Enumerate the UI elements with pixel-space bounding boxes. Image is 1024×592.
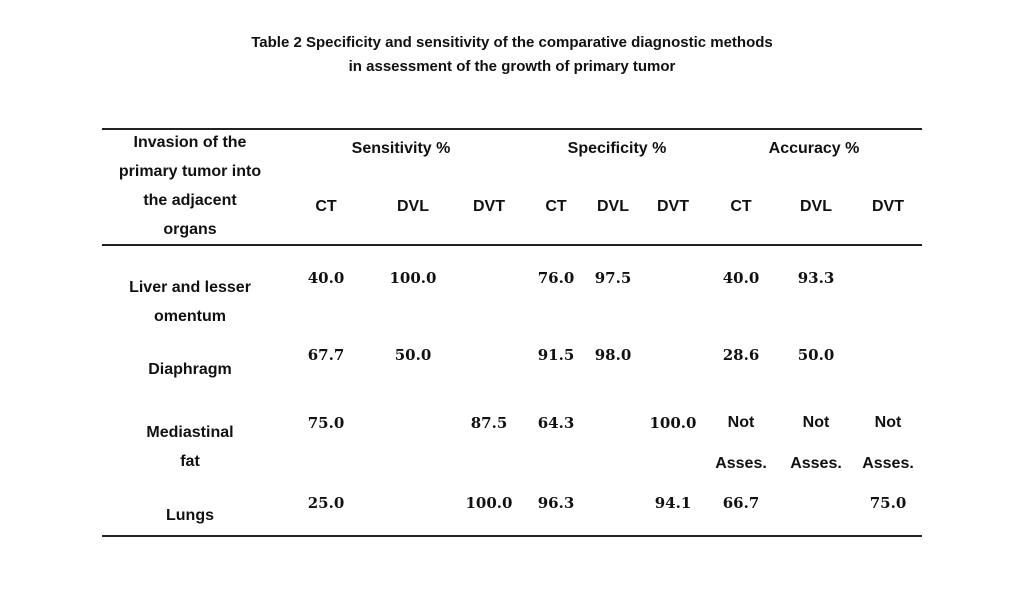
cell-value: 75.0 (869, 494, 907, 512)
cell-value: 40.0 (307, 269, 345, 287)
caption-line-1: Table 2 Specificity and sensitivity of the comparative diagnostic methods (251, 34, 773, 51)
row-label-line: fat (180, 453, 200, 470)
subheader-dvt: DVT (657, 198, 689, 215)
row-label-mediastinal-fat (104, 418, 276, 476)
cell-value: 66.7 (722, 494, 760, 512)
row-label-line: Lungs (166, 507, 214, 524)
group-header-accuracy: Accuracy % (768, 140, 860, 157)
group-header-sensitivity: Sensitivity % (351, 140, 451, 157)
cell-value: 97.5 (594, 269, 632, 287)
cell-value: Not (874, 414, 902, 431)
cell-value: 87.5 (470, 414, 508, 432)
cell-value: 50.0 (797, 346, 835, 364)
cell-value: 94.1 (654, 494, 692, 512)
subheader-dvl: DVL (597, 198, 629, 215)
subheader-ct: CT (730, 198, 752, 215)
cell-value: 67.7 (307, 346, 345, 364)
row-label-line: omentum (154, 308, 226, 325)
row-label-diaphragm (104, 360, 276, 380)
cell-value: Not (727, 414, 755, 431)
cell-value: 76.0 (537, 269, 575, 287)
row-label-lungs (104, 506, 276, 526)
cell-value: 25.0 (307, 494, 345, 512)
cell-value-line2: Asses. (790, 455, 842, 472)
caption-line-2: in assessment of the growth of primary tumor (348, 58, 676, 75)
cell-value: 98.0 (594, 346, 632, 364)
subheader-dvl: DVL (800, 198, 832, 215)
subheader-dvt: DVT (473, 198, 505, 215)
subheader-dvl: DVL (397, 198, 429, 215)
row-label-line: Mediastinal (146, 424, 234, 441)
cell-value: 28.6 (722, 346, 760, 364)
cell-value: 100.0 (389, 269, 437, 287)
header-rule (102, 244, 922, 246)
cell-value: 50.0 (394, 346, 432, 364)
cell-value: 96.3 (537, 494, 575, 512)
stub-header-line: organs (163, 221, 217, 238)
cell-value-line2: Asses. (715, 455, 767, 472)
cell-value: 100.0 (649, 414, 697, 432)
stub-header (104, 128, 276, 244)
cell-value: 75.0 (307, 414, 345, 432)
bottom-rule (102, 535, 922, 537)
cell-value: Not (802, 414, 830, 431)
row-label-liver (104, 273, 276, 331)
cell-value-line2: Asses. (862, 455, 914, 472)
cell-value: 64.3 (537, 414, 575, 432)
stub-header-line: Invasion of the (133, 134, 247, 151)
cell-value: 93.3 (797, 269, 835, 287)
subheader-dvt: DVT (872, 198, 904, 215)
stub-header-line: the adjacent (143, 192, 237, 209)
cell-value: 91.5 (537, 346, 575, 364)
subheader-ct: CT (545, 198, 567, 215)
stub-header-line: primary tumor into (118, 163, 262, 180)
row-label-line: Liver and lesser (129, 279, 251, 296)
cell-value: 40.0 (722, 269, 760, 287)
cell-value: 100.0 (465, 494, 513, 512)
group-header-specificity: Specificity % (567, 140, 667, 157)
subheader-ct: CT (315, 198, 337, 215)
row-label-line: Diaphragm (148, 361, 232, 378)
table-caption (0, 31, 1024, 79)
